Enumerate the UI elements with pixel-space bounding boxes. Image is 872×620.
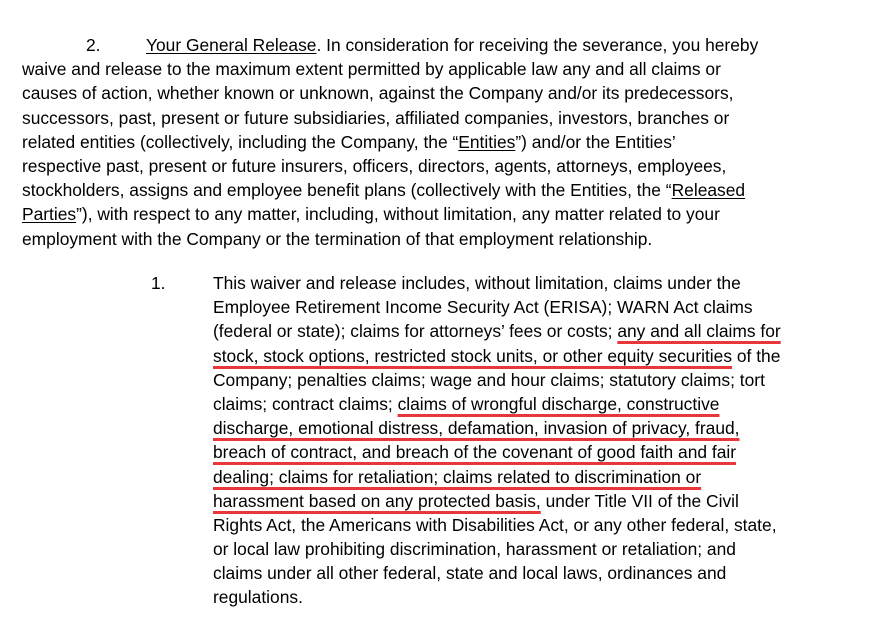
item-line: Employee Retirement Income Security Act (ERISA); WARN Act claims: [213, 297, 753, 318]
paragraph-line: stockholders, assigns and employee benefit plans (collectively with the Entities, the “Released: [22, 180, 746, 201]
item-line: This waiver and release includes, without limitation, claims under the: [213, 273, 741, 293]
paragraph-line: 2. Your General Release. In consideration for receiving the severance, you hereby: [22, 33, 842, 57]
defined-term-entities: Entities: [458, 131, 516, 152]
paragraph-line: causes of action, whether known or unknown, against the Company and/or its predecessors,: [22, 83, 734, 104]
paragraph-line: respective past, present or future insurers, officers, directors, agents, attorneys, employees,: [22, 155, 727, 176]
item-number: 1.: [151, 273, 166, 293]
item-line: (federal or state); claims for attorneys’ fees or costs; any and all claims for: [213, 321, 781, 342]
red-underline-highlight: dealing; claims for retaliation; claims related to discrimination or: [213, 466, 702, 487]
item-line: Company; penalties claims; wage and hour claims; statutory claims; tort: [213, 369, 765, 390]
red-underline-highlight: stock, stock options, restricted stock units, or other equity securities: [213, 345, 733, 366]
section-number: 2.: [86, 35, 101, 55]
red-underline-highlight: discharge, emotional distress, defamation, invasion of privacy, fraud,: [213, 418, 740, 439]
red-underline-highlight: claims of wrongful discharge, constructive: [397, 393, 720, 414]
item-line: Rights Act, the Americans with Disabilities Act, or any other federal, state,: [213, 514, 777, 535]
red-underline-highlight: breach of contract, and breach of the covenant of good faith and fair: [213, 442, 737, 463]
paragraph-line: Parties”), with respect to any matter, including, without limitation, any matter related to your: [22, 204, 720, 225]
item-1-paragraph: [213, 271, 853, 610]
item-line: stock, stock options, restricted stock units, or other equity securities of the: [213, 345, 781, 366]
item-line: [213, 416, 853, 440]
section-2-paragraph: [22, 33, 842, 251]
paragraph-line: successors, past, present or future subsidiaries, affiliated companies, investors, branches or: [22, 107, 730, 128]
paragraph-line: related entities (collectively, including the Company, the “Entities”) and/or the Entities’: [22, 131, 676, 152]
paragraph-line: waive and release to the maximum extent permitted by applicable law any and all claims or: [22, 59, 721, 80]
item-line: claims; contract claims; claims of wrongful discharge, constructive: [213, 393, 720, 414]
item-line: harassment based on any protected basis, under Title VII of the Civil: [213, 490, 739, 511]
item-line: claims under all other federal, state and local laws, ordinances and: [213, 563, 727, 584]
defined-term-parties: Parties: [22, 204, 77, 225]
item-line: or local law prohibiting discrimination, harassment or retaliation; and: [213, 539, 736, 560]
defined-term-released: Released: [671, 180, 746, 201]
red-underline-highlight: any and all claims for: [617, 321, 781, 342]
item-line: regulations.: [213, 587, 303, 608]
paragraph-line: employment with the Company or the termination of that employment relationship.: [22, 228, 653, 249]
item-line: [213, 440, 853, 464]
section-heading: Your General Release: [146, 35, 317, 55]
item-line: [213, 465, 853, 489]
red-underline-highlight: harassment based on any protected basis,: [213, 490, 541, 511]
